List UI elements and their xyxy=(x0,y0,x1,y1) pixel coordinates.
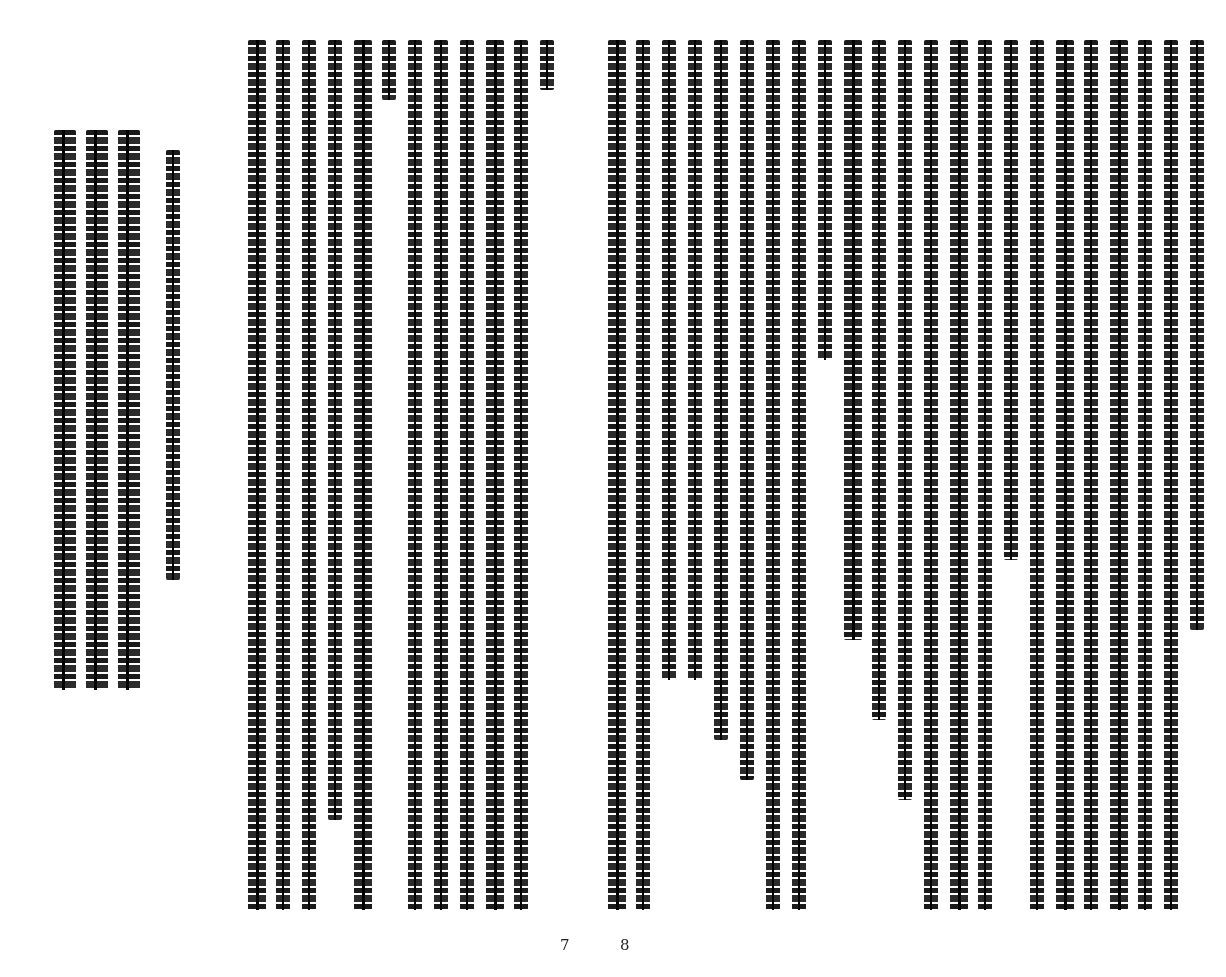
text-column xyxy=(328,40,342,820)
text-column xyxy=(434,40,448,910)
text-column xyxy=(1138,40,1152,910)
text-column xyxy=(1030,40,1044,910)
text-column xyxy=(248,40,266,910)
text-column xyxy=(1004,40,1018,560)
text-column xyxy=(872,40,886,720)
text-column xyxy=(818,40,832,360)
text-column xyxy=(844,40,862,640)
text-column xyxy=(1190,40,1204,630)
title-column xyxy=(54,130,76,690)
text-column xyxy=(608,40,626,910)
text-column xyxy=(792,40,806,910)
title-column xyxy=(86,130,108,690)
text-column xyxy=(766,40,780,910)
text-column xyxy=(898,40,912,800)
text-column xyxy=(354,40,372,910)
text-column xyxy=(166,150,180,580)
text-column xyxy=(540,40,554,90)
text-column xyxy=(978,40,992,910)
text-column xyxy=(714,40,728,740)
text-column xyxy=(382,40,396,100)
title-column xyxy=(118,130,140,690)
left-page-number: 7 xyxy=(560,936,570,954)
right-page-number: 8 xyxy=(620,936,630,954)
text-column xyxy=(688,40,702,680)
text-column xyxy=(740,40,754,780)
text-column xyxy=(1056,40,1074,910)
text-column xyxy=(408,40,422,910)
text-column xyxy=(276,40,290,910)
text-column xyxy=(636,40,650,910)
text-column xyxy=(302,40,316,910)
text-column xyxy=(1110,40,1128,910)
text-column xyxy=(486,40,504,910)
text-column xyxy=(950,40,968,910)
text-column xyxy=(924,40,938,910)
text-column xyxy=(662,40,676,680)
text-column xyxy=(514,40,528,910)
text-column xyxy=(460,40,474,910)
text-column xyxy=(1084,40,1098,910)
text-column xyxy=(1164,40,1178,910)
